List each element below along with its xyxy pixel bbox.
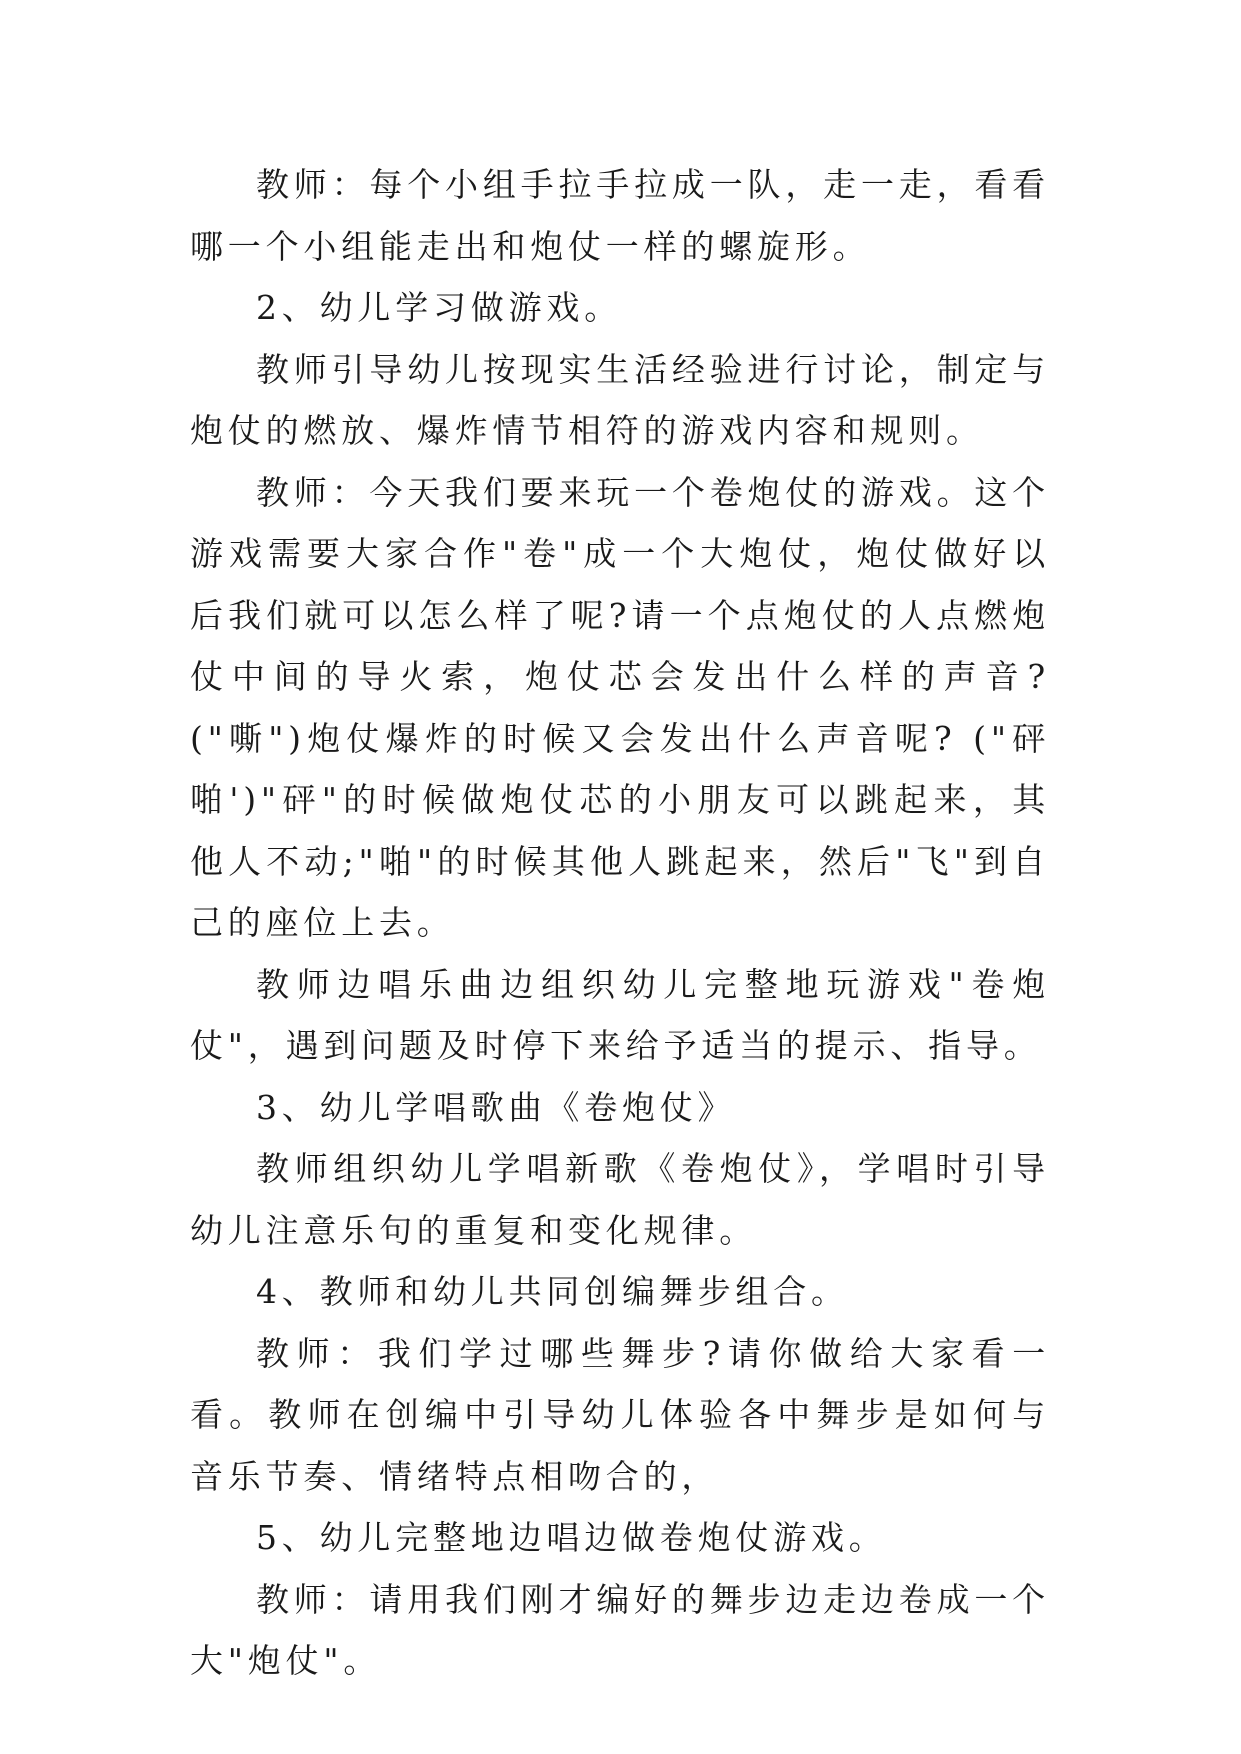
- section-heading-4: 4、教师和幼儿共同创编舞步组合。: [256, 1272, 849, 1311]
- paragraph: 教师边唱乐曲边组织幼儿完整地玩游戏"卷炮仗"，遇到问题及时停下来给予适当的提示、指导。: [190, 964, 1050, 1065]
- paragraph: 教师：我们学过哪些舞步?请你做给大家看一看。教师在创编中引导幼儿体验各中舞步是如何与音乐节奏、情绪特点相吻合的，: [190, 1333, 1050, 1496]
- paragraph: 教师：今天我们要来玩一个卷炮仗的游戏。这个游戏需要大家合作"卷"成一个大炮仗，炮仗做好以后我们就可以怎么样了呢?请一个点炮仗的人点燃炮仗中间的导火索，炮仗芯会发出什么样的声音?("嘶")炮仗爆炸的时候又会发出什么声音呢? ("砰啪')"砰"的时候做炮仗芯的小朋友可以跳起来，其他人不动;"啪"的时候其他人跳起来，然后"飞"到自己的座位上去。: [190, 472, 1050, 942]
- paragraph: 教师：每个小组手拉手拉成一队，走一走，看看哪一个小组能走出和炮仗一样的螺旋形。: [190, 165, 1050, 266]
- section-heading-3: 3、幼儿学唱歌曲《卷炮仗》: [256, 1087, 736, 1127]
- section-heading-2: 2、幼儿学习做游戏。: [256, 288, 622, 327]
- document-body: [190, 154, 1050, 1692]
- paragraph: 教师：请用我们刚才编好的舞步边走边卷成一个大"炮仗"。: [190, 1579, 1050, 1680]
- paragraph: 教师组织幼儿学唱新歌《卷炮仗》，学唱时引导幼儿注意乐句的重复和变化规律。: [190, 1149, 1050, 1250]
- paragraph: 教师引导幼儿按现实生活经验进行讨论，制定与炮仗的燃放、爆炸情节相符的游戏内容和规则。: [190, 349, 1050, 450]
- section-heading-5: 5、幼儿完整地边唱边做卷炮仗游戏。: [256, 1518, 887, 1557]
